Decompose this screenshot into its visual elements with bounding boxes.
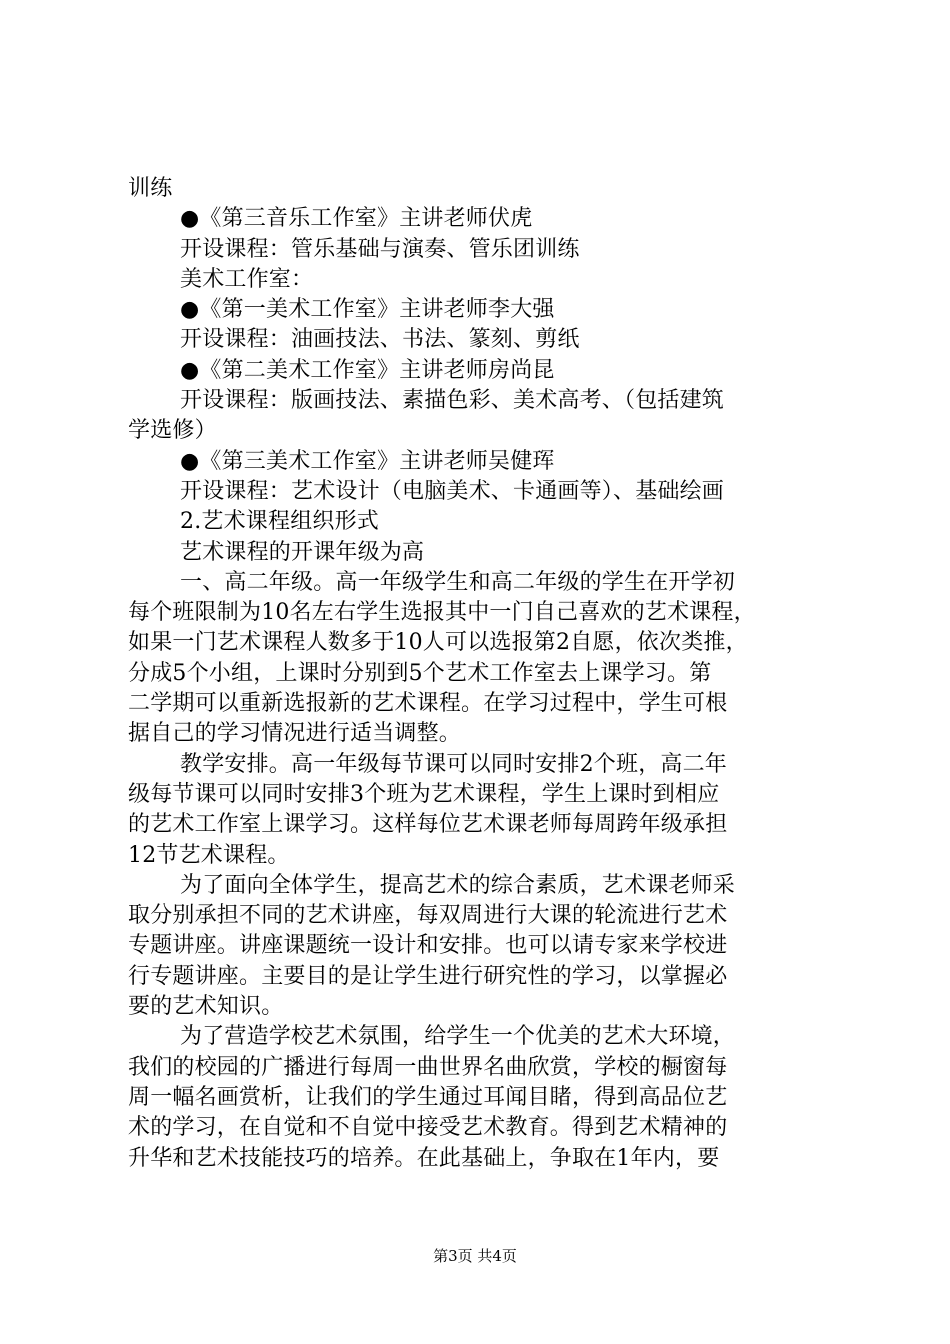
- text-line: 周一幅名画赏析，让我们的学生通过耳闻目睹，得到高品位艺: [128, 1084, 728, 1110]
- text-line: ●《第三音乐工作室》主讲老师伏虎: [180, 206, 533, 232]
- text-line: 为了面向全体学生，提高艺术的综合素质，艺术课老师采: [180, 872, 736, 898]
- text-line: ●《第二美术工作室》主讲老师房尚昆: [180, 357, 555, 383]
- text-line: 开设课程：油画技法、书法、篆刻、剪纸: [180, 327, 580, 353]
- text-line: 的艺术工作室上课学习。这样每位艺术课老师每周跨年级承担: [128, 812, 728, 838]
- text-line: 二学期可以重新选报新的艺术课程。在学习过程中，学生可根: [128, 691, 728, 717]
- text-line: 行专题讲座。主要目的是让学生进行研究性的学习，以掌握必: [128, 963, 728, 989]
- text-line: 训练: [128, 176, 173, 201]
- text-line: 2.艺术课程组织形式: [180, 509, 379, 535]
- text-line: 我们的校园的广播进行每周一曲世界名曲欣赏，学校的橱窗每: [128, 1054, 728, 1080]
- text-line: 分成5个小组，上课时分别到5个艺术工作室去上课学习。第: [128, 660, 712, 686]
- text-line: 专题讲座。讲座课题统一设计和安排。也可以请专家来学校进: [128, 933, 728, 959]
- text-line: 要的艺术知识。: [128, 994, 284, 1020]
- text-line: ●《第三美术工作室》主讲老师吴健珲: [180, 448, 555, 474]
- text-line: 开设课程：艺术设计（电脑美术、卡通画等）、基础绘画: [180, 478, 725, 504]
- text-line: 术的学习，在自觉和不自觉中接受艺术教育。得到艺术精神的: [128, 1115, 728, 1141]
- text-line: 开设课程：版画技法、素描色彩、美术高考、（包括建筑: [180, 388, 725, 414]
- text-line: 升华和艺术技能技巧的培养。在此基础上，争取在1年内，要: [128, 1145, 720, 1171]
- text-line: 12节艺术课程。: [128, 842, 290, 868]
- text-line: 如果一门艺术课程人数多于10人可以选报第2自愿，依次类推，: [128, 630, 748, 656]
- text-line: 据自己的学习情况进行适当调整。: [128, 721, 462, 747]
- text-line: 艺术课程的开课年级为高: [180, 539, 425, 565]
- text-line: 美术工作室：: [180, 266, 314, 292]
- page-footer: 第3页 共4页: [433, 1247, 517, 1265]
- text-line: 学选修）: [128, 418, 217, 444]
- text-line: 级每节课可以同时安排3个班为艺术课程，学生上课时到相应: [128, 781, 720, 807]
- text-line: 一、高二年级。高一年级学生和高二年级的学生在开学初: [180, 569, 736, 595]
- text-line: 教学安排。高一年级每节课可以同时安排2个班，高二年: [180, 751, 727, 777]
- text-line: 开设课程：管乐基础与演奏、管乐团训练: [180, 236, 580, 262]
- text-line: 每个班限制为10名左右学生选报其中一门自己喜欢的艺术课程，: [128, 600, 756, 626]
- text-line: 取分别承担不同的艺术讲座，每双周进行大课的轮流进行艺术: [128, 903, 728, 929]
- document-body: [128, 174, 840, 1174]
- text-line: ●《第一美术工作室》主讲老师李大强: [180, 297, 555, 323]
- text-line: 为了营造学校艺术氛围，给学生一个优美的艺术大环境，: [180, 1024, 736, 1050]
